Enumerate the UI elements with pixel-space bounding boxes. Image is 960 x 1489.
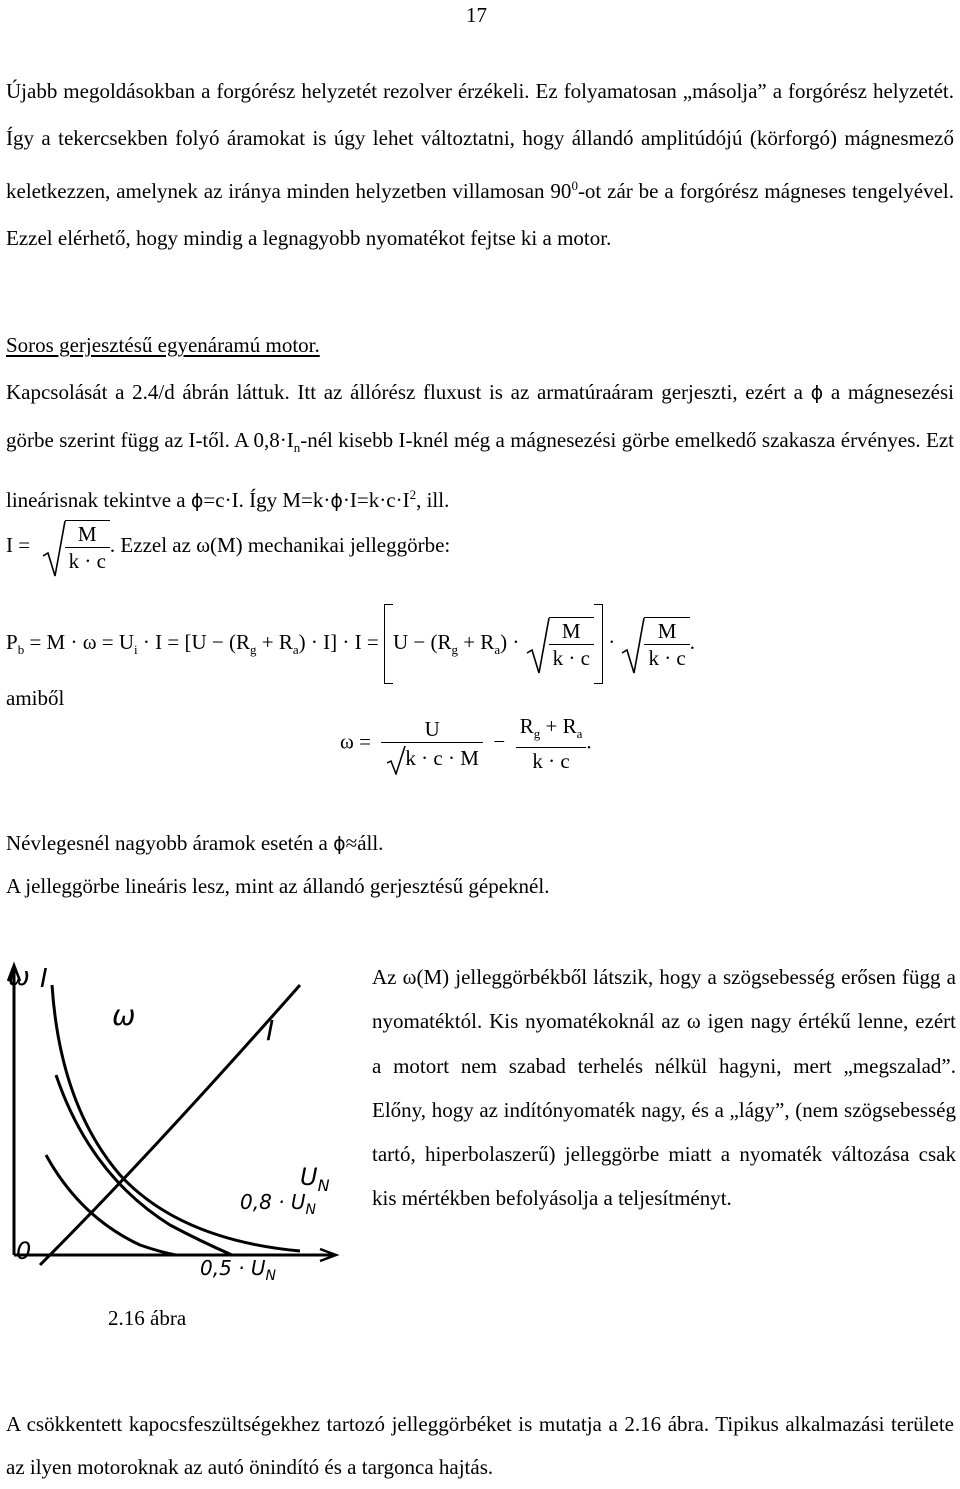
characteristic-graph (0, 955, 352, 1295)
axis-label-omega: ω (8, 962, 30, 992)
curve-label-I: I (266, 1014, 275, 1047)
paragraph-applications: A csökkentett kapocsfeszültségekhez tartozó jelleggörbéket is mutatja a 2.16 ábra. Tipikus alkalmazási területe az ilyen motoroknak az autó önindító és a targonca hajtás. (6, 1412, 954, 1479)
equation-power: $P_b = M \cdot \omega = U_i \cdot I = [U - (R_g + R_a) \cdot I] \cdot I = U - (R_g + R_a)$ · $\frac{M}{k \cdot c}$ · $\frac{M}{k \cdot c}$ . (6, 604, 695, 684)
sqrt-symbol: $\frac{M}{k \cdot c}$ (41, 520, 110, 574)
axis-label-I: I (40, 964, 48, 994)
label-08UN: $0,8 \cdot U_N$ (240, 1190, 317, 1218)
paragraph-graph-description: Az ω(M) jelleggörbékből látszik, hogy a szögsebesség erősen függ a nyomatéktól. Kis nyomatékoknál az ω igen nagy értékű lenne, ezért a motort nem szabad terhelés nélkül hagyni, mert „megszalad”. Előny, hogy az indítónyomaték nagy, és a „lágy”, (nem szögsebesség tartó, hiperbolaszerű) jelleggörbe miatt a nyomaték változása csak kis mértékben befolyásolja a teljesítményt. (372, 965, 956, 1211)
paragraph-series-motor: Kapcsolását a 2.4/d ábrán láttuk. Itt az állórész fluxust is az armatúraáram gerjeszti, ezért a ϕ a mágnesezési görbe szerint függ az I-től. A $0,8\cdot I_n$-nél kisebb I-knél még a mágnesezési görbe emelkedő szakasza érvényes. Ezt lineárisnak tekintve a ϕ=c·I. Így $M=k\cdot\phi\cdot I=k\cdot c\cdot I^2$, ill. (6, 380, 954, 513)
paragraph-resolver: Újabb megoldásokban a forgórész helyzetét rezolver érzékeli. Ez folyamatosan „másolja” a forgórész helyzetét. Így a tekercsekben folyó áramokat is úgy lehet változtatni, hogy állandó amplitúdójú (körforgó) mágnesmező keletkezzen, amelynek az iránya minden helyzetben villamosan $90^0-ot$ zár be a forgórész mágneses tengelyével. Ezzel elérhető, hogy mindig a legnagyobb nyomatékot fejtse ki a motor. (6, 79, 954, 250)
section-heading: Soros gerjesztésű egyenáramú motor. (6, 333, 320, 357)
equation-current: I = $\frac{M}{k \cdot c}$ . Ezzel az ω(M) mechanikai jelleggörbe: (6, 520, 450, 574)
paragraph-nominal: Névlegesnél nagyobb áramok esetén a ϕ≈áll. (6, 831, 384, 855)
text-amibol: amiből (6, 686, 65, 710)
figure-caption: 2.16 ábra (108, 1306, 187, 1330)
equation-omega: ω = $\frac{U}{k \cdot c \cdot M}$ − $\frac{R_g + R_a}{k \cdot c}$ . (340, 714, 592, 774)
sqrt-symbol: $\frac{M}{k \cdot c}$ (620, 617, 689, 671)
label-UN: $U_N$ (300, 1163, 330, 1195)
paragraph-linear: A jelleggörbe lineáris lesz, mint az állandó gerjesztésű gépeknél. (6, 874, 550, 898)
page-number: 17 (466, 3, 487, 27)
label-05UN: $0,5 \cdot U_N$ (200, 1256, 277, 1284)
origin-label: 0 (16, 1237, 32, 1265)
curve-omega-08 (56, 1075, 232, 1255)
curve-label-omega: ω (112, 999, 136, 1032)
sqrt-symbol: $\frac{M}{k \cdot c}$ (525, 617, 594, 671)
